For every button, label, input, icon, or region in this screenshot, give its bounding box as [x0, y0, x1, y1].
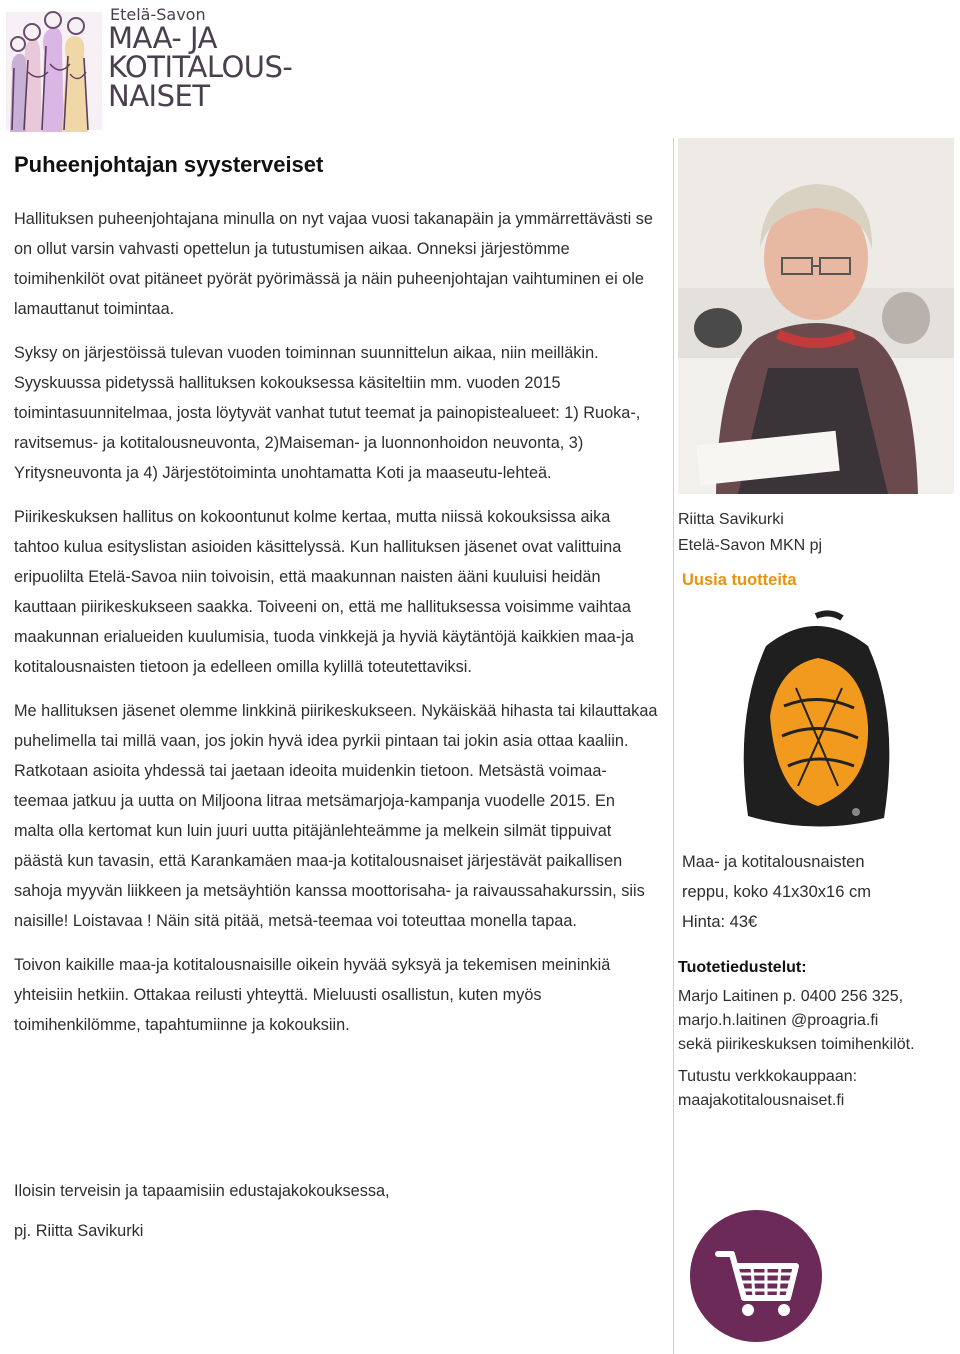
sidebar [678, 138, 956, 1113]
product-description [682, 847, 956, 937]
column-divider [673, 138, 674, 1354]
article-paragraph: Piirikeskuksen hallitus on kokoontunut kolme kertaa, mutta niissä kokouksissa aika tahtoo kulua esityslistan asioiden käsittelyssä. Kun hallituksen jäsenet ovat valittuina eripuolilta Etelä-Savoa niin toivoisin, että maakunnan naisten ääni kuuluisi heidän kauttaan piirikeskukseen saakka. Toiveeni on, että me hallituksessa voisimme vaihtaa maakunnan erialueiden kuulumisia, tuoda vinkkejä ja hyviä käytäntöjä kaikkien maa-ja kotitalousnaisten tietoon ja edelleen omilla kylillä toteutettaviksi. [14, 508, 634, 676]
logo-wordmark [108, 6, 292, 111]
women-figures-logo-icon [4, 2, 104, 132]
closing-greeting: Iloisin terveisin ja tapaamisiin edustajakokouksessa, [14, 1182, 390, 1200]
article-paragraph: Syksy on järjestöissä tulevan vuoden toiminnan suunnittelun aikaa, niin meilläkin. Syyskuussa pidetyssä hallituksen kokouksessa käsiteltiin mm. vuoden 2015 toimintasuunnitelmaa, josta löytyvät vanhat tutut teemat ja painopistealueet: 1) Ruoka-, ravitsemus- ja kotitalousneuvonta, 2)Maiseman- ja luonnonhoidon neuvonta, 3) Yritysneuvonta ja 4) Järjestötoiminta unohtamatta Koti ja maaseutu-lehteä. [14, 344, 641, 482]
caption-name: Riitta Savikurki [678, 511, 784, 528]
article-paragraph: Toivon kaikille maa-ja kotitalousnaisille oikein hyvää syksyä ja tekemisen meininkiä yhteisiin hetkiin. Ottakaa reilusti yhteyttä. Mieluusti osallistun, kuten myös toimihenkilömme, tapahtumiinne ja kokouksiin. [14, 956, 611, 1034]
webshop-info [678, 1065, 956, 1113]
logo-line-3: NAISET [108, 79, 210, 113]
article-paragraph: Me hallituksen jäsenet olemme linkkinä piirikeskukseen. Nykäiskää hihasta tai kilauttakaa puhelimella tai millä vaan, jos jokin hyvä idea pyrkii pintaan tai jokin asia ottaa kaaliin. Ratkotaan asioita yhdessä tai jaetaan ideoita muidenkin tietoon. Metsästä voimaa- teemaa jatkuu ja uutta on Miljoona litraa metsämarjoja-kampanja vuodelle 2015. En malta olla kertomat kun luin juuri uutta pitäjänlehteämme ja melkein silmät tippuivat päästä kun tavasin, että Karankamäen maa-ja kotitalousnaiset järjestävät paikallisen sahoja myyvän liikkeen ja metsäyhtiön kanssa moottorisaha- ja raivaussahakurssin, siis naisille! Loistavaa ! Näin sitä pitää, metsä-teemaa voi toteuttaa monella tapaa. [14, 702, 658, 930]
closing [14, 1176, 659, 1256]
product-line: Maa- ja kotitalousnaisten [682, 853, 865, 871]
closing-signature: pj. Riitta Savikurki [14, 1222, 144, 1240]
shopping-cart-icon[interactable] [690, 1210, 822, 1342]
logo-org: Etelä-Savon [110, 5, 206, 24]
caption-role: Etelä-Savon MKN pj [678, 537, 823, 554]
chairperson-photo [678, 138, 954, 494]
cart-glyph-icon [690, 1210, 822, 1342]
product-price: Hinta: 43€ [682, 913, 758, 931]
logo-line-2: KOTITALOUS- [108, 50, 293, 84]
contact-heading: Tuotetiedustelut: [678, 959, 807, 976]
article [14, 150, 659, 1054]
new-products-heading: Uusia tuotteita [682, 571, 797, 589]
webshop-link[interactable]: maajakotitalousnaiset.fi [678, 1092, 845, 1109]
contact-email[interactable]: marjo.h.laitinen @proagria.fi [678, 1012, 879, 1029]
product-line: reppu, koko 41x30x16 cm [682, 883, 871, 901]
backpack-image [678, 596, 954, 836]
article-paragraph: Hallituksen puheenjohtajana minulla on nyt vajaa vuosi takanapäin ja ymmärrettävästi se on ollut varsin vahvasti opettelun ja tutustumisen aikaa. Onneksi järjestömme toimihenkilöt ovat pitäneet pyörät pyörimässä ja näin puheenjohtajan vaihtuminen ei ole lamauttanut toimintaa. [14, 210, 653, 318]
contact-line: Marjo Laitinen p. 0400 256 325, [678, 988, 904, 1005]
contact-info [678, 985, 956, 1057]
photo-caption [678, 507, 956, 559]
webshop-label: Tutustu verkkokauppaan: [678, 1068, 858, 1085]
contact-line: sekä piirikeskuksen toimihenkilöt. [678, 1036, 915, 1053]
logo-line-1: MAA- JA [108, 21, 217, 55]
article-title: Puheenjohtajan syysterveiset [14, 152, 324, 177]
organization-logo [4, 2, 304, 132]
